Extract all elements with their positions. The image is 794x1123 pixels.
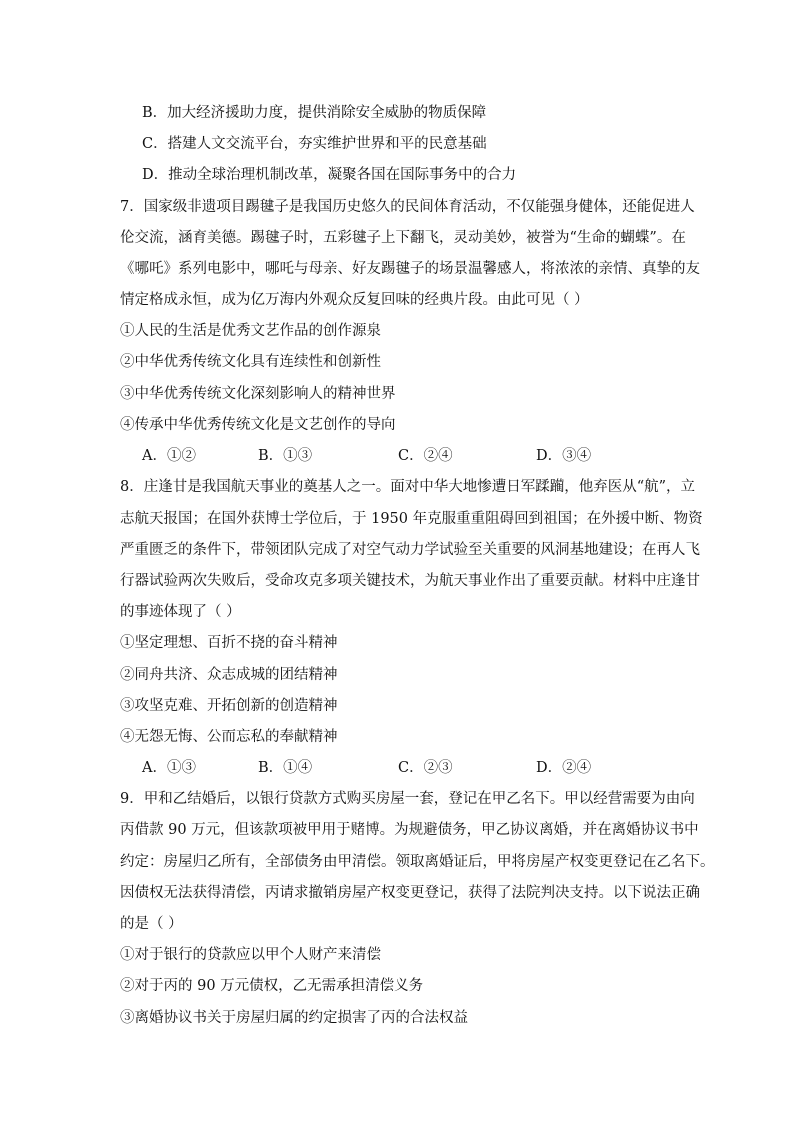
q7-choice-a: A．①② <box>142 448 196 464</box>
q9-stem-line-3: 约定：房屋归乙所有，全部债务由甲清偿。领取离婚证后，甲将房屋产权变更登记在乙名下。 <box>120 854 715 870</box>
q9-item-2: ②对于丙的 90 万元债权，乙无需承担清偿义务 <box>120 978 424 994</box>
q8-stem-line-3: 严重匮乏的条件下，带领团队完成了对空气动力学试验至关重要的风洞基地建设；在再人飞 <box>120 542 700 558</box>
q7-stem-line-4: 情定格成永恒，成为亿万海内外观众反复回味的经典片段。由此可见（ ） <box>120 292 589 308</box>
q9-item-3: ③离婚协议书关于房屋归属的约定损害了丙的合法权益 <box>120 1010 468 1026</box>
q6-option-c: C．搭建人文交流平台，夯实维护世界和平的民意基础 <box>142 136 487 152</box>
q7-stem-line-3: 《哪吒》系列电影中，哪吒与母亲、好友踢毽子的场景温馨感人，将浓浓的亲情、真挚的友 <box>120 261 700 277</box>
q9-stem-line-4: 因债权无法获得清偿，丙请求撤销房屋产权变更登记，获得了法院判决支持。以下说法正确 <box>120 885 700 901</box>
q8-stem-line-2: 志航天报国；在国外获博士学位后，于 1950 年克服重重阻碍回到祖国；在外援中断、物资 <box>120 511 703 527</box>
q7-item-3: ③中华优秀传统文化深刻影响人的精神世界 <box>120 386 396 402</box>
q6-option-b: B．加大经济援助力度，提供消除安全威胁的物质保障 <box>142 105 487 121</box>
q8-choice-b: B．①④ <box>258 760 313 776</box>
q7-stem-line-1: 7．国家级非遗项目踢毽子是我国历史悠久的民间体育活动，不仅能强身健体，还能促进人 <box>120 199 695 215</box>
q8-item-4: ④无怨无悔、公而忘私的奉献精神 <box>120 729 338 745</box>
q9-stem-line-2: 丙借款 90 万元，但该款项被甲用于赌博。为规避债务，甲乙协议离婚，并在离婚协议书中 <box>120 822 699 838</box>
q8-item-1: ①坚定理想、百折不挠的奋斗精神 <box>120 635 338 651</box>
q8-stem-line-1: 8．庄逢甘是我国航天事业的奠基人之一。面对中华大地惨遭日军蹂躏，他弃医从“航”，立 <box>120 479 696 495</box>
q8-choice-c: C．②③ <box>398 760 453 776</box>
q7-item-1: ①人民的生活是优秀文艺作品的创作源泉 <box>120 323 381 339</box>
q7-choice-b: B．①③ <box>258 448 313 464</box>
q9-item-1: ①对于银行的贷款应以甲个人财产来清偿 <box>120 947 381 963</box>
q7-choices <box>142 446 662 466</box>
q8-choice-a: A．①③ <box>142 760 196 776</box>
q7-choice-c: C．②④ <box>398 448 453 464</box>
q8-choice-d: D．②④ <box>536 760 592 776</box>
q7-stem-line-2: 伦交流，涵育美德。踢毽子时，五彩毽子上下翻飞，灵动美妙，被誉为“生命的蝴蝶”。在 <box>120 230 686 246</box>
q8-stem-line-4: 行器试验两次失败后，受命攻克多项关键技术，为航天事业作出了重要贡献。材料中庄逢甘 <box>120 573 700 589</box>
q8-item-2: ②同舟共济、众志成城的团结精神 <box>120 667 338 683</box>
q7-item-2: ②中华优秀传统文化具有连续性和创新性 <box>120 354 381 370</box>
q7-choice-d: D．③④ <box>536 448 592 464</box>
q7-item-4: ④传承中华优秀传统文化是文艺创作的导向 <box>120 417 396 433</box>
q6-option-d: D．推动全球治理机制改革，凝聚各国在国际事务中的合力 <box>142 167 517 183</box>
q8-item-3: ③攻坚克难、开拓创新的创造精神 <box>120 698 338 714</box>
q8-stem-line-5: 的事迹体现了（ ） <box>120 604 241 620</box>
q9-stem-line-5: 的是（ ） <box>120 916 183 932</box>
q8-choices <box>142 758 662 778</box>
q9-stem-line-1: 9．甲和乙结婚后，以银行贷款方式购买房屋一套，登记在甲乙名下。甲以经营需要为由向 <box>120 791 695 807</box>
